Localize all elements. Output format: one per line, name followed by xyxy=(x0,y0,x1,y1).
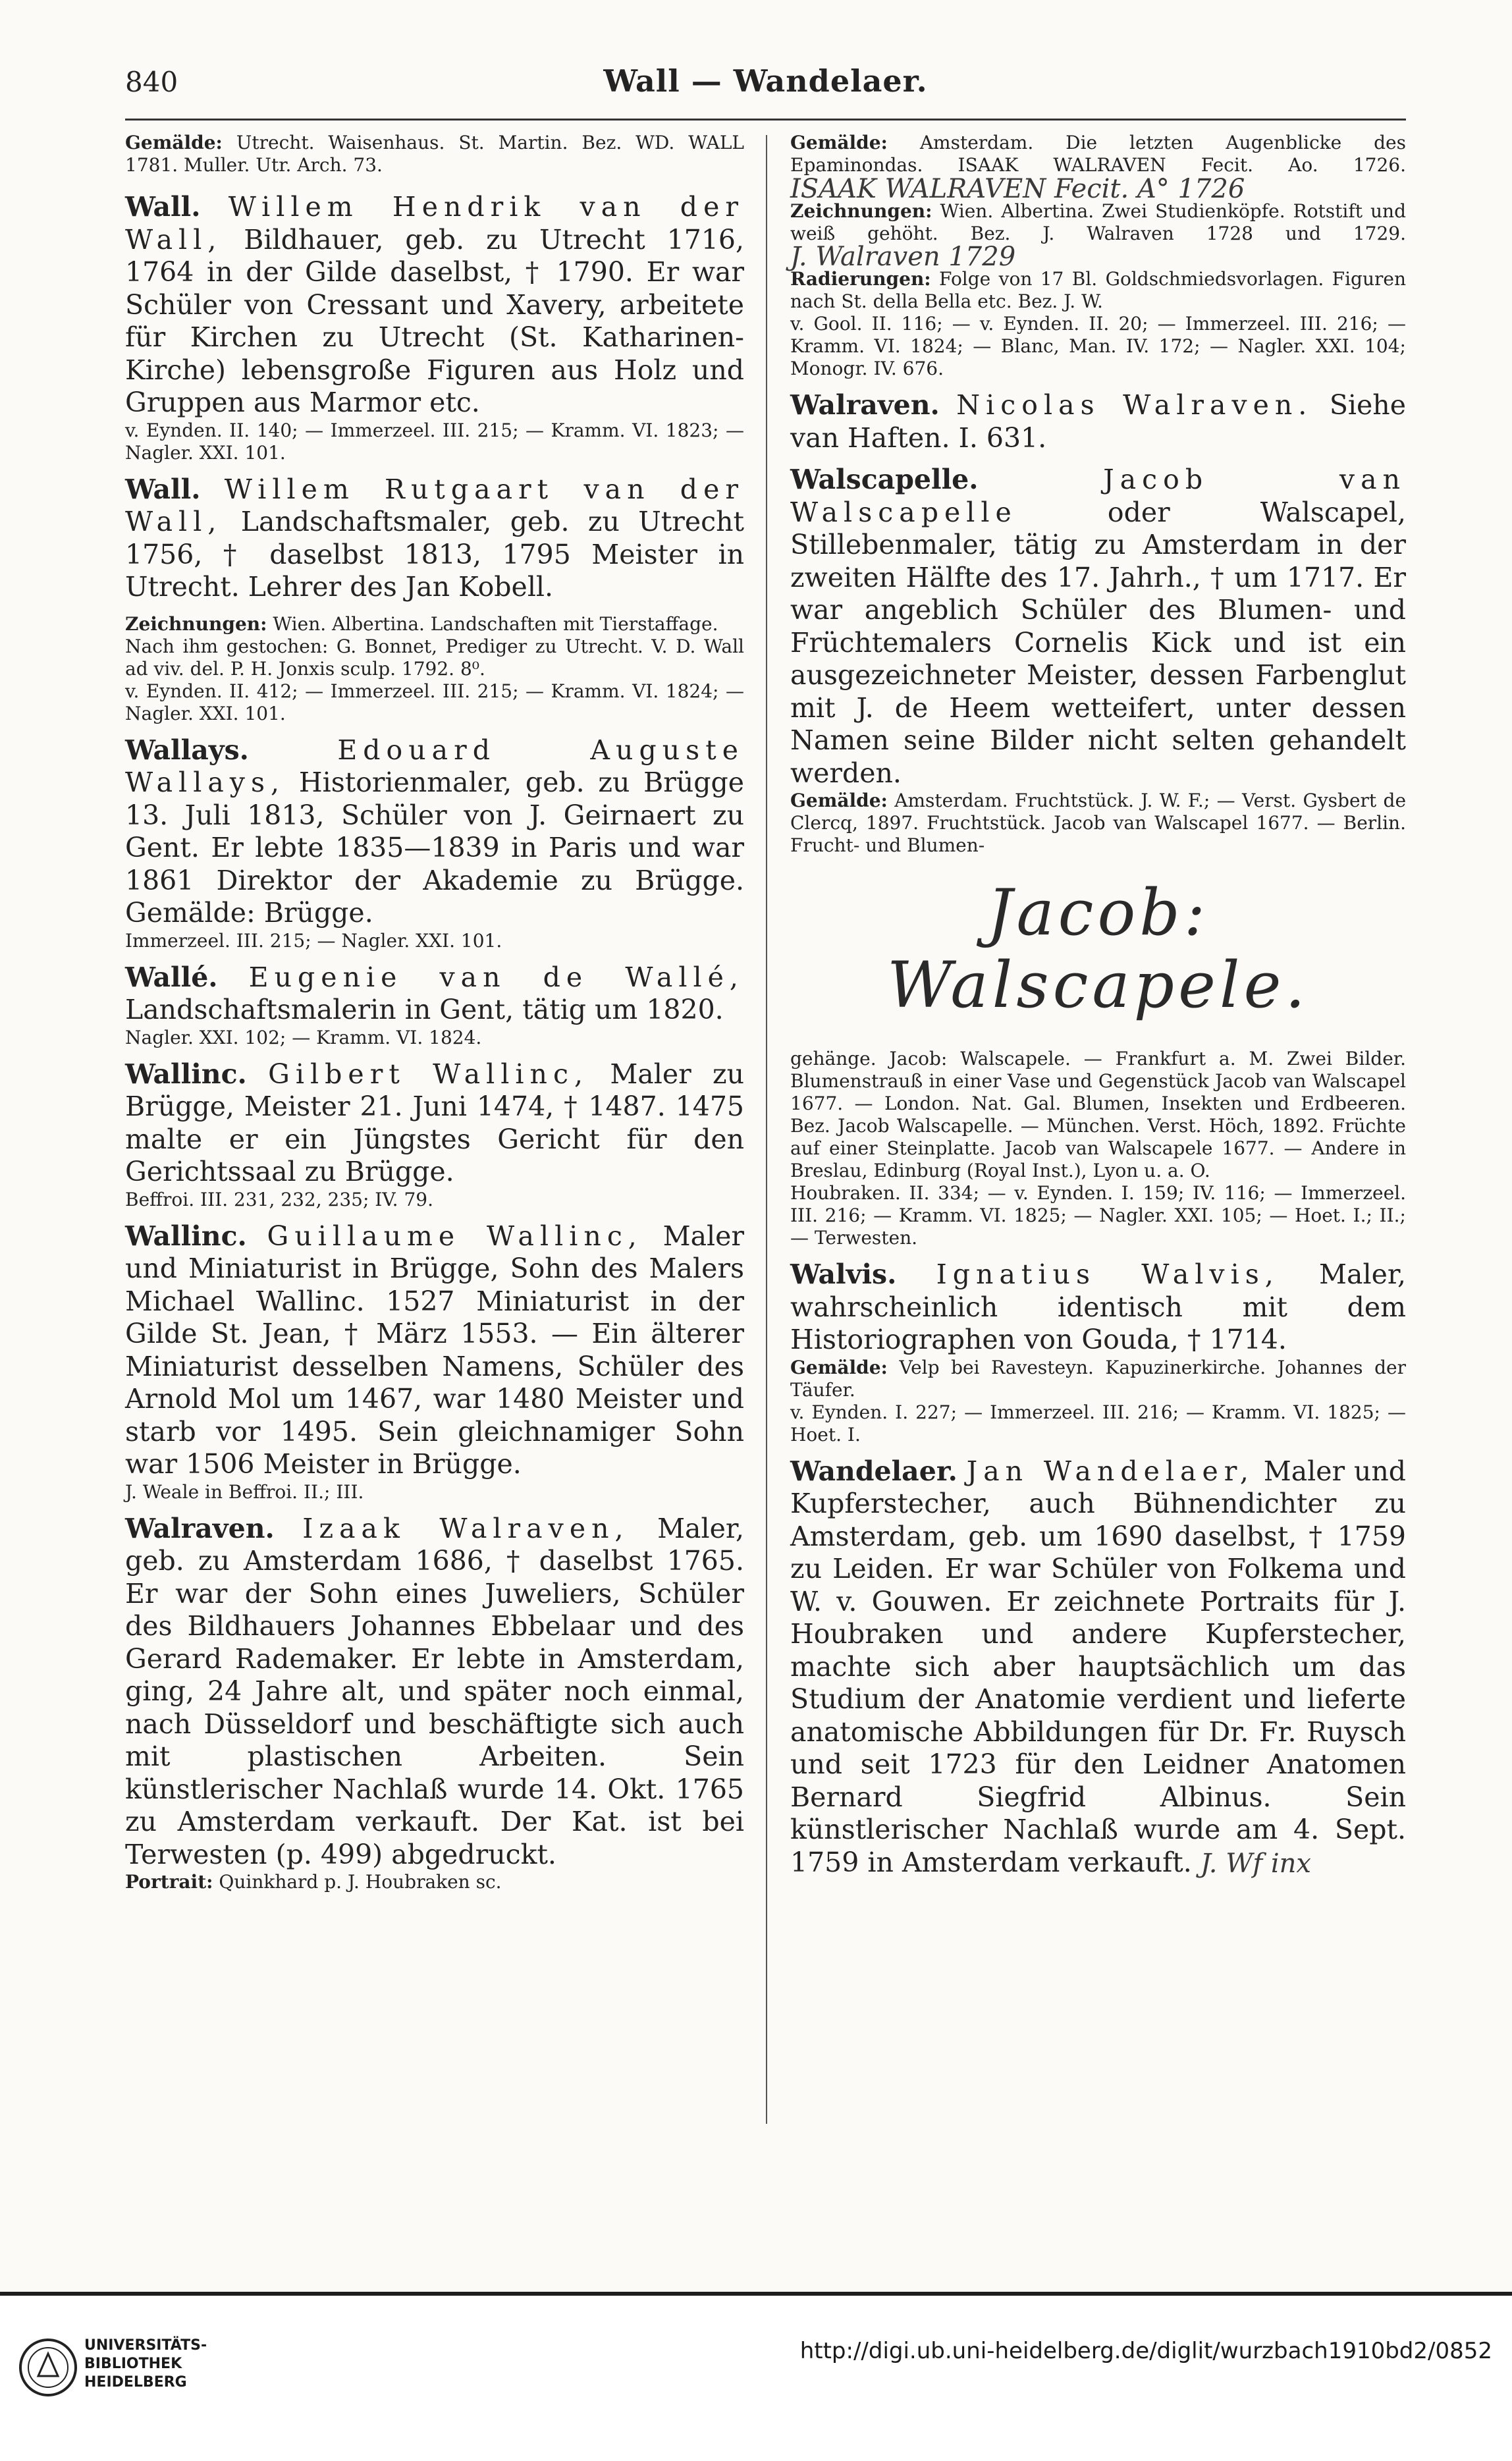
references: v. Eynden. I. 227; — Immerzeel. III. 216; — Kramm. VI. 1825; — Hoet. I. xyxy=(790,1401,1406,1446)
signature-j-walraven: J. Walraven 1729 xyxy=(790,242,1016,272)
references: Immerzeel. III. 215; — Nagler. XXI. 101. xyxy=(125,929,502,952)
entry: Walvis. Ignatius Walvis, Maler, wahrscheinlich identisch mit dem Historiographen von Gouda, † 1714. xyxy=(790,1258,1406,1355)
references: Houbraken. II. 334; — v. Eynden. I. 159; IV. 116; — Immerzeel. III. 216; — Kramm. VI. 1825; — Nagler. XXI. 105; — Hoet. I.; II.; — Terwesten. xyxy=(790,1182,1406,1249)
entry: Wall. Willem Hendrik van der Wall, Bildhauer, geb. zu Utrecht 1716, 1764 in der Gilde daselbst, † 1790. Er war Schüler von Cressant und Xavery, arbeitete für Kirchen zu Utrecht (St. Katharinen-Kirche) lebensgroße Figuren aus Holz und Gruppen aus Marmor etc. xyxy=(125,191,744,418)
entry: Walraven. Nicolas Walraven. Siehe van Haften. I. 631. xyxy=(790,389,1406,454)
page-number: 840 xyxy=(125,66,178,98)
running-title: Wall — Wandelaer. xyxy=(603,63,928,99)
column-rule xyxy=(766,135,767,2124)
references: v. Gool. II. 116; — v. Eynden. II. 20; — Immerzeel. III. 216; — Kramm. VI. 1824; — Blanc, Man. IV. 172; — Nagler. XXI. 104; Monogr. IV. 676. xyxy=(790,313,1406,379)
entry: Wallinc. Gilbert Wallinc, Maler zu Brügge, Meister 21. Juni 1474, † 1487. 1475 malte er ein Jüngstes Gericht für den Gerichtssaal zu Brügge. xyxy=(125,1058,744,1187)
entry-note: Gemälde: Utrecht. Waisenhaus. St. Martin. Bez. WD. WALL 1781. Muller. Utr. Arch. 73. xyxy=(125,132,745,176)
footer-line xyxy=(0,2292,1512,2296)
footer xyxy=(0,2292,1512,2461)
entry: Wandelaer. Jan Wandelaer, Maler und Kupferstecher, auch Bühnendichter zu Amsterdam, geb. um 1690 daselbst, † 1759 zu Leiden. Er war Schüler von Folkema und W. v. Gouwen. Er zeichnete Portraits für J. Houbraken und andere Kupferstecher, machte sich aber hauptsächlich um das Studium der Anatomie verdient und lieferte anatomische Abbildungen für Dr. Fr. Ruysch und seit 1723 für den Leidner Anatomen Bernard Siegfrid Albinus. Sein künstlerischer Nachlaß wurde am 4. Sept. 1759 in Amsterdam verkauft. J. Wf inx xyxy=(790,1455,1406,1881)
left-column xyxy=(125,132,744,1893)
signature-wandelaer: J. Wf inx xyxy=(1200,1849,1311,1880)
entry-note: Radierungen: Folge von 17 Bl. Goldschmiedsvorlagen. Figuren nach St. della Bella etc. Bez. J. W. xyxy=(790,268,1407,312)
references: v. Eynden. II. 140; — Immerzeel. III. 215; — Kramm. VI. 1823; — Nagler. XXI. 101. xyxy=(125,419,744,464)
entry-note: Gemälde: Velp bei Ravesteyn. Kapuzinerkirche. Johannes der Täufer. xyxy=(790,1356,1406,1401)
entry: Walraven. Izaak Walraven, Maler, geb. zu Amsterdam 1686, † daselbst 1765. Er war der Sohn eines Juweliers, Schüler des Bildhauers Johannes Ebbelaar und des Gerard Rademaker. Er lebte in Amsterdam, ging, 24 Jahre alt, und später noch einmal, nach Düsseldorf und beschäftigte sich auch mit plastischen Arbeiten. Sein künstlerischer Nachlaß wurde 14. Okt. 1765 zu Amsterdam verkauft. Der Kat. ist bei Terwesten (p. 499) abgedruckt. xyxy=(125,1512,744,1870)
entry: Wallé. Eugenie van de Wallé, Landschaftsmalerin in Gent, tätig um 1820. xyxy=(125,961,744,1025)
entry-note: Zeichnungen: Wien. Albertina. Zwei Studienköpfe. Rotstift und weiß gehöht. Bez. J. Walraven 1728 und 1729. J. Walraven 1729 xyxy=(790,200,1406,272)
signature-isaak-walraven: ISAAK WALRAVEN Fecit. A° 1726 xyxy=(790,173,1245,204)
entry: Wallinc. Guillaume Wallinc, Maler und Miniaturist in Brügge, Sohn des Malers Michael Wallinc. 1527 Miniaturist in der Gilde St. Jean, † März 1553. — Ein älterer Miniaturist desselben Namens, Schüler des Arnold Mol um 1467, war 1480 Meister und starb vor 1495. Sein gleichnamiger Sohn war 1506 Meister in Brügge. xyxy=(125,1220,744,1480)
references: Beffroi. III. 231, 232, 235; IV. 79. xyxy=(125,1188,434,1210)
entry: Wall. Willem Rutgaart van der Wall, Landschaftsmaler, geb. zu Utrecht 1756, † daselbst 1813, 1795 Meister in Utrecht. Lehrer des Jan Kobell. xyxy=(125,473,744,603)
entry: Wallays. Edouard Auguste Wallays, Historienmaler, geb. zu Brügge 13. Juli 1813, Schüler von J. Geirnaert zu Gent. Er lebte 1835—1839 in Paris und war 1861 Direktor der Akademie zu Brügge. Gemälde: Brügge. xyxy=(125,734,744,929)
entry-note: Nach ihm gestochen: G. Bonnet, Prediger zu Utrecht. V. D. Wall ad viv. del. P. H. Jonxis sculp. 1792. 8⁰. xyxy=(125,635,744,680)
right-column xyxy=(790,132,1406,1881)
entry-note: Zeichnungen: Wien. Albertina. Landschaften mit Tierstaffage. xyxy=(125,612,718,635)
references: Nagler. XXI. 102; — Kramm. VI. 1824. xyxy=(125,1026,482,1048)
entry-note: Portrait: Quinkhard p. J. Houbraken sc. xyxy=(125,1871,502,1893)
page-header xyxy=(125,59,1406,121)
entry-note: gehänge. Jacob: Walscapele. — Frankfurt a. M. Zwei Bilder. Blumenstrauß in einer Vase und Gegenstück Jacob van Walscapel 1677. — London. Nat. Gal. Blumen, Insekten und Erdbeeren. Bez. Jacob Walscapelle. — München. Verst. Höch, 1892. Früchte auf einer Steinplatte. Jacob van Walscapele 1677. — Andere in Breslau, Edinburg (Royal Inst.), Lyon u. a. O. xyxy=(790,1048,1406,1181)
entry-note: Gemälde: Amsterdam. Die letzten Augenblicke des Epaminondas. ISAAK WALRAVEN Fecit. Ao. 1726. ISAAK WALRAVEN Fecit. A° 1726 xyxy=(790,132,1406,204)
references: v. Eynden. II. 412; — Immerzeel. III. 215; — Kramm. VI. 1824; — Nagler. XXI. 101. xyxy=(125,680,744,724)
signature-walscapele: Jacob: Walscapele. xyxy=(887,876,1309,1022)
institution-name: UNIVERSITÄTS- BIBLIOTHEK HEIDELBERG xyxy=(84,2337,207,2391)
university-seal-icon xyxy=(18,2338,78,2397)
references: J. Weale in Beffroi. II.; III. xyxy=(125,1480,364,1503)
source-url[interactable]: http://digi.ub.uni-heidelberg.de/diglit/wurzbach1910bd2/0852 xyxy=(799,2338,1492,2364)
entry: Walscapelle. Jacob van Walscapelle oder Walscapel, Stillebenmaler, tätig zu Amsterdam in der zweiten Hälfte des 17. Jahrh., † um 1717. Er war angeblich Schüler des Blumen- und Früchtemalers Cornelis Kick und ist ein ausgezeichneter Meister, dessen Farbenglut mit J. de Heem wetteifert, unter dessen Namen seine Bilder nicht selten gehandelt werden. xyxy=(790,464,1406,789)
entry-note: Gemälde: Amsterdam. Fruchtstück. J. W. F.; — Verst. Gysbert de Clercq, 1897. Fruchtstück. Jacob van Walscapel 1677. — Berlin. Frucht- und Blumen- xyxy=(790,790,1407,856)
